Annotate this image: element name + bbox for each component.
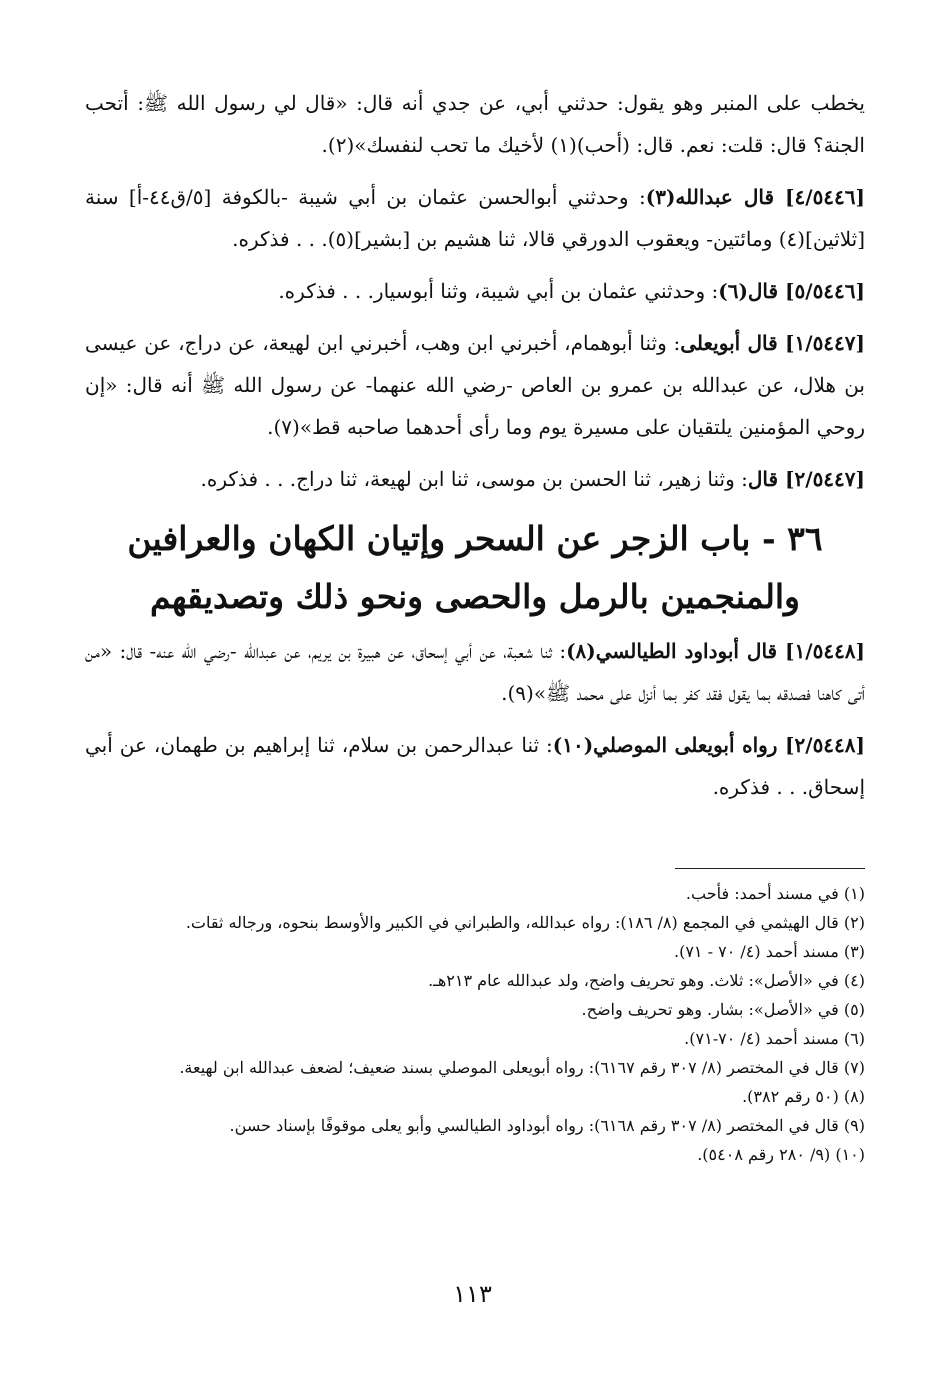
hadith-paragraph xyxy=(85,724,865,808)
paragraph-continuation xyxy=(85,82,865,166)
paragraph-text: : ثنا عبدالرحمن بن سلام، ثنا إبراهيم بن طهمان، عن أبي إسحاق. . . فذكره. xyxy=(85,733,865,799)
footnotes xyxy=(85,868,865,1169)
footnote: (٧) قال في المختصر (٨/ ٣٠٧ رقم ٦١٦٧): رواه أبويعلى الموصلي بسند ضعيف؛ لضعف عبدالله ابن لهيعة. xyxy=(179,1058,865,1077)
chapter-heading xyxy=(85,510,865,626)
footnote: (١٠) (٩/ ٢٨٠ رقم ٥٤٠٨). xyxy=(697,1145,865,1164)
footnote: (٩) قال في المختصر (٨/ ٣٠٧ رقم ٦١٦٨): رواه أبوداود الطيالسي وأبو يعلى موقوفًا بإسناد حسن. xyxy=(229,1116,865,1135)
hadith-reference: [٥/٥٤٤٦] قال(٦) xyxy=(718,279,865,303)
chapter-heading-line-1: ٣٦ - باب الزجر عن السحر وإتيان الكهان والعرافين xyxy=(127,519,823,558)
paragraph-text: : وحدثني أبوالحسن عثمان بن أبي شيبة -بالكوفة [٥/ق٤٤-أ] سنة [ثلاثين](٤) ومائتين- ويعقوب الدورقي قالا، ثنا هشيم بن [بشير](٥). . . فذكره. xyxy=(85,185,865,251)
paragraph-text: : ثنا شعبة، عن أبي إسحاق، عن هبيرة بن يريم، عن عبدالله -رضي الله عنه- قال: «من أتى كاهنا فصدقه بما يقول فقد كفر بما أنزل على محمد ﷺ»(٩). xyxy=(85,639,865,705)
paragraph-text: : وثنا أبوهمام، أخبرني ابن وهب، أخبرني ابن لهيعة، عن دراج، عن عيسى بن هلال، عن عبدالله بن عمرو بن العاص -رضي الله عنهما- عن رسول الله ﷺ أنه قال: «إن روحي المؤمنين يلتقيان على مسيرة يوم وما رأى أحدهما صاحبه قط»(٧). xyxy=(85,331,865,439)
hadith-reference: [١/٥٤٤٧] قال أبويعلى xyxy=(680,331,865,355)
footnote: (٦) مسند أحمد (٤/ ٧٠-٧١). xyxy=(684,1029,865,1048)
chapter-heading-line-2: والمنجمين بالرمل والحصى ونحو ذلك وتصديقهم xyxy=(150,577,800,616)
paragraph-text: : وثنا زهير، ثنا الحسن بن موسى، ثنا ابن لهيعة، ثنا دراج. . . فذكره. xyxy=(200,467,748,491)
hadith-reference: [٢/٥٤٤٧] قال xyxy=(747,467,865,491)
paragraph-text: يخطب على المنبر وهو يقول: حدثني أبي، عن جدي أنه قال: «قال لي رسول الله ﷺ: أتحب الجنة؟ قال: قلت: نعم. قال: (أحب)(١) لأخيك ما تحب لنفسك»(٢). xyxy=(85,91,865,157)
hadith-paragraph xyxy=(85,458,865,500)
footnote-divider xyxy=(675,868,865,869)
main-text xyxy=(85,82,865,818)
footnote: (٨) (٥٠ رقم ٣٨٢). xyxy=(742,1087,865,1106)
footnote: (١) في مسند أحمد: فأحب. xyxy=(685,884,865,903)
hadith-reference: [٤/٥٤٤٦] قال عبدالله(٣) xyxy=(645,185,865,209)
hadith-reference: [١/٥٤٤٨] قال أبوداود الطيالسي(٨) xyxy=(566,639,866,663)
paragraph-text: : وحدثني عثمان بن أبي شيبة، وثنا أبوسيار. . . فذكره. xyxy=(278,279,719,303)
footnote: (٤) في «الأصل»: ثلاث. وهو تحريف واضح، ولد عبدالله عام ٢١٣هـ. xyxy=(428,971,865,990)
hadith-reference: [٢/٥٤٤٨] رواه أبويعلى الموصلي(١٠) xyxy=(552,733,865,757)
hadith-paragraph xyxy=(85,176,865,260)
hadith-block-bottom xyxy=(85,630,865,808)
hadith-paragraph xyxy=(85,322,865,448)
hadith-block-top xyxy=(85,82,865,500)
hadith-paragraph xyxy=(85,630,865,714)
footnote: (٥) في «الأصل»: بشار. وهو تحريف واضح. xyxy=(581,1000,865,1019)
footnote: (٢) قال الهيثمي في المجمع (٨/ ١٨٦): رواه عبدالله، والطبراني في الكبير والأوسط بنحوه، ورجاله ثقات. xyxy=(185,913,865,932)
page-number: ١١٣ xyxy=(453,1280,492,1308)
footnote: (٣) مسند أحمد (٤/ ٧٠ - ٧١). xyxy=(674,942,865,961)
hadith-paragraph xyxy=(85,270,865,312)
